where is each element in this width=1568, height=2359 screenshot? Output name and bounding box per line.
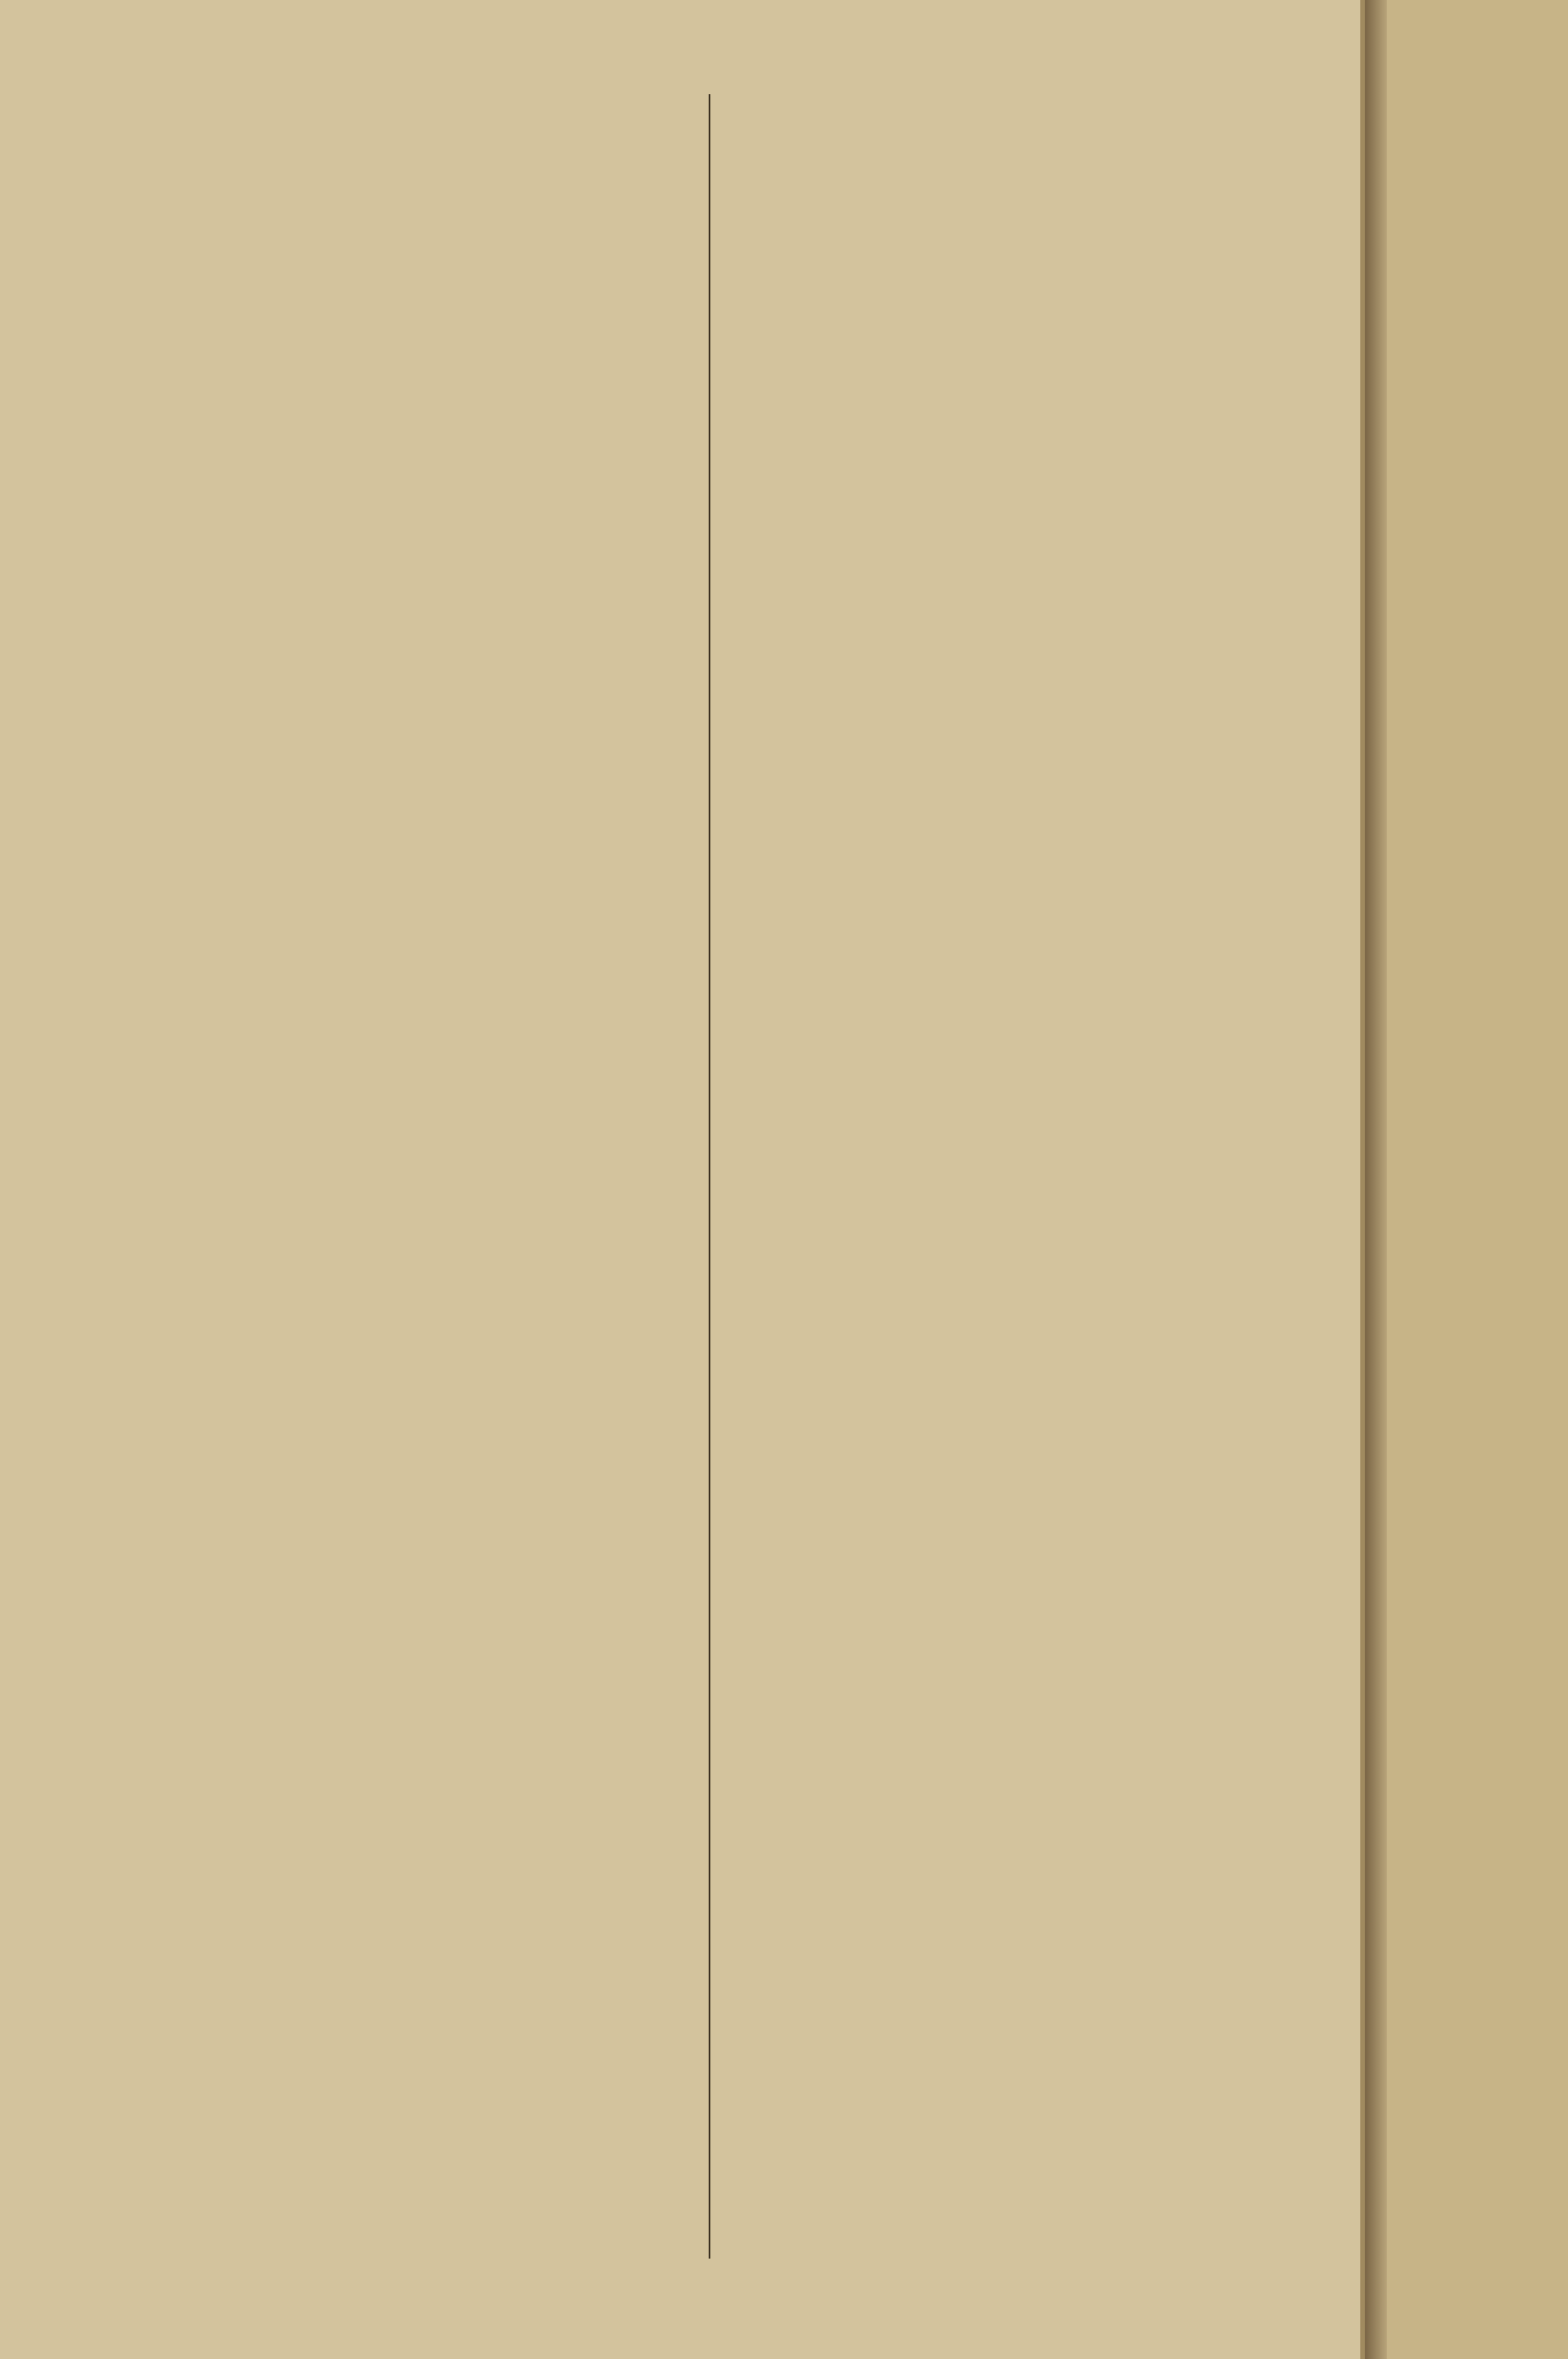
right-column <box>728 102 1331 2266</box>
verse-6 <box>82 472 694 507</box>
verse-15 <box>728 381 1331 416</box>
verse-12 <box>728 278 1331 312</box>
verse-59 <box>82 138 694 174</box>
verse-5 <box>82 438 694 472</box>
facing-page-edge <box>1360 0 1568 2359</box>
verse-63 <box>82 279 694 315</box>
verse-19 <box>728 521 1331 557</box>
verse-8 <box>728 136 1331 171</box>
verse-9 <box>728 171 1331 207</box>
verse-13 <box>728 312 1331 347</box>
left-column <box>82 102 694 2266</box>
verse-2 <box>82 333 694 367</box>
verse-18 <box>728 486 1331 521</box>
verse-58 <box>82 102 694 138</box>
verse-7 <box>728 102 1331 136</box>
verse-60 <box>82 174 694 209</box>
verse-62 <box>82 243 694 279</box>
verse-14 <box>728 347 1331 381</box>
column-divider <box>709 94 710 2259</box>
verse-16 <box>728 416 1331 452</box>
verse-3 <box>82 367 694 403</box>
book-gutter <box>1365 0 1387 2359</box>
verse-17 <box>728 452 1331 486</box>
verse-61 <box>82 209 694 243</box>
verse-4 <box>82 403 694 438</box>
verse-10 <box>728 207 1331 242</box>
verse-11 <box>728 242 1331 278</box>
